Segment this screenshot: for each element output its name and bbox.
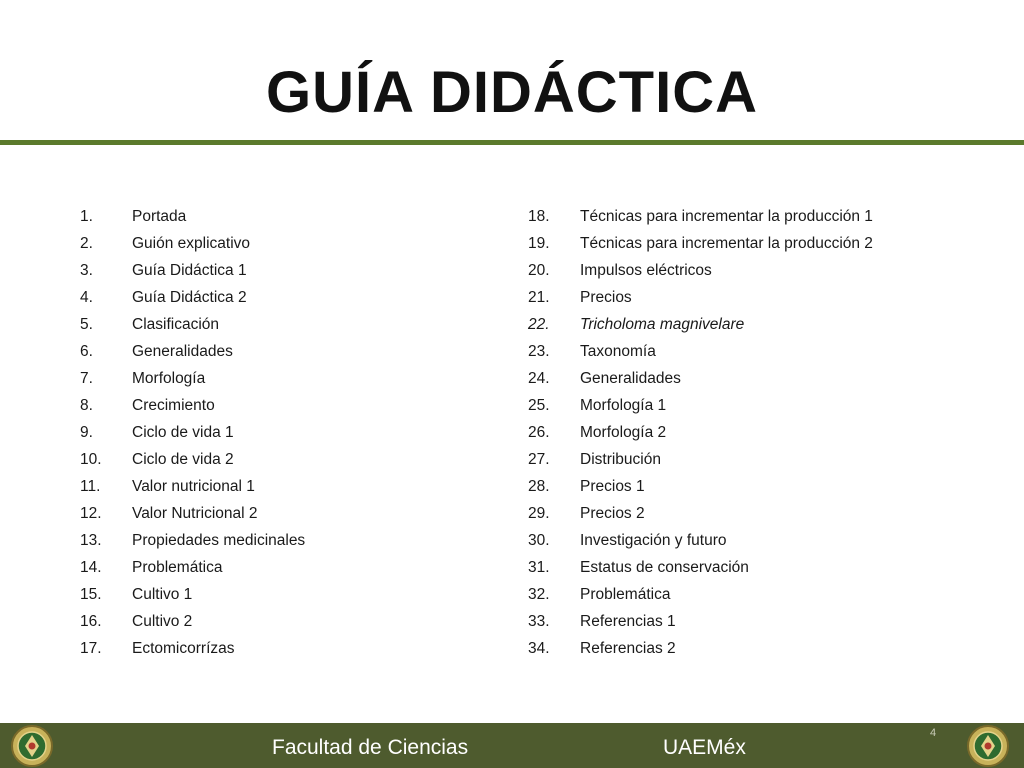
index-item-label: Tricholoma magnivelare — [580, 316, 745, 333]
index-item-number: 20. — [528, 262, 550, 279]
index-item-label: Problemática — [132, 559, 223, 576]
index-item — [528, 500, 873, 527]
index-item-number: 25. — [528, 397, 550, 414]
index-item-label: Valor Nutricional 2 — [132, 505, 258, 522]
index-item-number: 23. — [528, 343, 550, 360]
index-item-label: Morfología 1 — [580, 397, 667, 414]
index-item-label: Precios — [580, 289, 632, 306]
index-item — [80, 392, 305, 419]
index-item-label: Distribución — [580, 451, 661, 468]
index-item-label: Investigación y futuro — [580, 532, 727, 549]
index-item-label: Clasificación — [132, 316, 220, 333]
index-item — [528, 284, 873, 311]
index-item-label: Estatus de conservación — [580, 559, 749, 576]
index-item — [80, 446, 305, 473]
index-item-label: Generalidades — [132, 343, 233, 360]
index-item — [80, 284, 305, 311]
index-item — [80, 365, 305, 392]
slide-title: GUÍA DIDÁCTICA — [266, 60, 758, 125]
index-item — [528, 392, 873, 419]
index-item — [528, 419, 873, 446]
index-item-number: 34. — [528, 640, 550, 657]
index-item-label: Guión explicativo — [132, 235, 251, 252]
index-item-number: 17. — [80, 640, 102, 657]
index-item-label: Morfología 2 — [580, 424, 667, 441]
index-item-number: 18. — [528, 208, 550, 225]
index-item — [528, 203, 873, 230]
index-item — [528, 554, 873, 581]
index-item — [528, 446, 873, 473]
index-item-number: 12. — [80, 505, 102, 522]
index-item-number: 5. — [80, 316, 93, 333]
index-item — [528, 608, 873, 635]
index-item — [80, 338, 305, 365]
index-item-number: 19. — [528, 235, 550, 252]
index-item-number: 21. — [528, 289, 550, 306]
page-number: 4 — [930, 727, 937, 739]
index-item-number: 8. — [80, 397, 93, 414]
index-item — [528, 365, 873, 392]
index-item — [80, 473, 305, 500]
index-item-number: 27. — [528, 451, 550, 468]
index-item — [528, 473, 873, 500]
index-item-number: 24. — [528, 370, 550, 387]
index-item — [80, 203, 305, 230]
index-item-label: Morfología — [132, 370, 206, 387]
index-item-number: 26. — [528, 424, 550, 441]
index-item — [80, 257, 305, 284]
index-item-label: Cultivo 2 — [132, 613, 193, 630]
index-item — [80, 230, 305, 257]
index-item-label: Precios 1 — [580, 478, 645, 495]
index-item-number: 7. — [80, 370, 93, 387]
index-item — [80, 311, 305, 338]
footer-faculty-text: Facultad de Ciencias — [272, 736, 469, 759]
index-item-number: 32. — [528, 586, 550, 603]
title-divider — [0, 140, 1024, 145]
university-seal-icon — [964, 724, 1012, 768]
index-item-number: 6. — [80, 343, 93, 360]
index-item — [528, 230, 873, 257]
index-item-label: Impulsos eléctricos — [580, 262, 712, 279]
index-list-left — [80, 203, 305, 662]
university-seal-icon — [8, 724, 56, 768]
index-item — [528, 527, 873, 554]
index-item-label: Propiedades medicinales — [132, 532, 306, 549]
index-item — [80, 527, 305, 554]
index-item-label: Guía Didáctica 2 — [132, 289, 247, 306]
index-item — [528, 257, 873, 284]
index-item-number: 22. — [528, 316, 550, 333]
index-item — [528, 581, 873, 608]
index-item-number: 33. — [528, 613, 550, 630]
index-item-label: Ciclo de vida 1 — [132, 424, 234, 441]
index-item-label: Portada — [132, 208, 187, 225]
index-item-label: Ciclo de vida 2 — [132, 451, 234, 468]
index-item — [80, 554, 305, 581]
index-item-number: 13. — [80, 532, 102, 549]
index-item-label: Precios 2 — [580, 505, 645, 522]
index-item-label: Guía Didáctica 1 — [132, 262, 247, 279]
index-item — [80, 635, 305, 662]
index-item — [80, 500, 305, 527]
footer-university-text: UAEMéx — [663, 736, 746, 759]
index-list-right — [528, 203, 873, 662]
index-item-label: Valor nutricional 1 — [132, 478, 255, 495]
index-item-number: 9. — [80, 424, 93, 441]
index-item-label: Referencias 1 — [580, 613, 676, 630]
index-item-label: Crecimiento — [132, 397, 215, 414]
index-item-number: 15. — [80, 586, 102, 603]
index-item-number: 31. — [528, 559, 550, 576]
index-item-label: Referencias 2 — [580, 640, 676, 657]
footer-bar — [0, 723, 1024, 768]
index-item-number: 3. — [80, 262, 93, 279]
index-item-label: Cultivo 1 — [132, 586, 193, 603]
index-item-label: Ectomicorrízas — [132, 640, 235, 657]
index-item-label: Técnicas para incrementar la producción 1 — [580, 208, 873, 225]
index-item-label: Taxonomía — [580, 343, 656, 360]
index-item-label: Técnicas para incrementar la producción 2 — [580, 235, 873, 252]
index-item-number: 16. — [80, 613, 102, 630]
index-item-number: 11. — [80, 478, 101, 495]
index-item — [80, 581, 305, 608]
index-item-number: 4. — [80, 289, 93, 306]
index-item — [528, 311, 873, 338]
index-item-number: 1. — [80, 208, 93, 225]
index-item — [528, 635, 873, 662]
index-item — [528, 338, 873, 365]
index-item — [80, 608, 305, 635]
index-item-number: 10. — [80, 451, 102, 468]
index-item-number: 30. — [528, 532, 550, 549]
index-item-number: 28. — [528, 478, 550, 495]
index-item-label: Problemática — [580, 586, 671, 603]
index-item-label: Generalidades — [580, 370, 681, 387]
index-item — [80, 419, 305, 446]
index-item-number: 29. — [528, 505, 550, 522]
index-item-number: 14. — [80, 559, 102, 576]
index-item-number: 2. — [80, 235, 93, 252]
